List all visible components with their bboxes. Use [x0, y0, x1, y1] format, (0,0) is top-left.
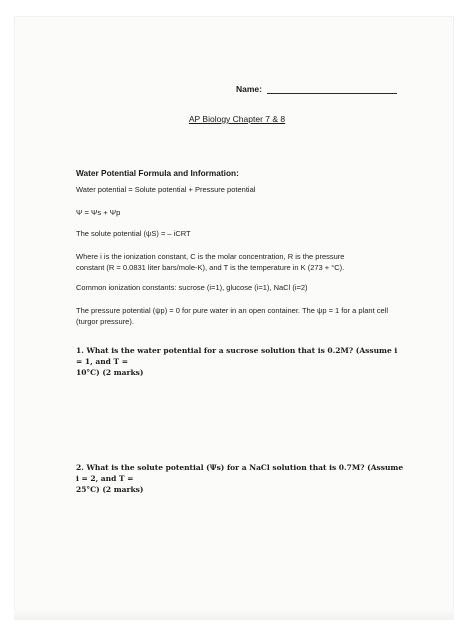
ionization-constants-line: Common ionization constants: sucrose (i=1), glucose (i=1), NaCl (i=2): [76, 283, 308, 292]
pressure-potential-line-2: (turgor pressure).: [76, 317, 134, 326]
definition-line-1: Where i is the ionization constant, C is the molar concentration, R is the pressure: [76, 252, 345, 261]
water-potential-line: Water potential = Solute potential + Pressure potential: [76, 185, 256, 194]
name-field: [236, 84, 397, 94]
page-title: AP Biology Chapter 7 & 8: [188, 114, 286, 124]
pressure-potential-line-1: The pressure potential (ψp) = 0 for pure water in an open container. The ψp = 1 for a plant cell: [76, 306, 388, 315]
question-2-line-2: 25°C) (2 marks): [76, 485, 144, 494]
definition-line-2: constant (R = 0.0831 liter bars/mole-K), and T is the temperature in K (273 + °C).: [76, 263, 345, 272]
psi-formula: Ψ = Ψs + Ψp: [76, 208, 121, 217]
name-blank-line: [267, 85, 397, 94]
question-2-line-1: 2. What is the solute potential (Ψs) for a NaCl solution that is 0.7M? (Assume i = 2, and T =: [76, 463, 404, 483]
question-1: [76, 345, 406, 378]
question-1-line-2: 10°C) (2 marks): [76, 368, 144, 377]
name-label: Name:: [236, 84, 262, 94]
section-heading: Water Potential Formula and Information:: [76, 168, 239, 178]
question-1-line-1: 1. What is the water potential for a sucrose solution that is 0.2M? (Assume i = 1, and T =: [76, 346, 398, 366]
question-2: [76, 462, 406, 495]
solute-potential-line: The solute potential (ψS) = – iCRT: [76, 229, 191, 238]
paper-edge-shadow: [14, 610, 454, 620]
